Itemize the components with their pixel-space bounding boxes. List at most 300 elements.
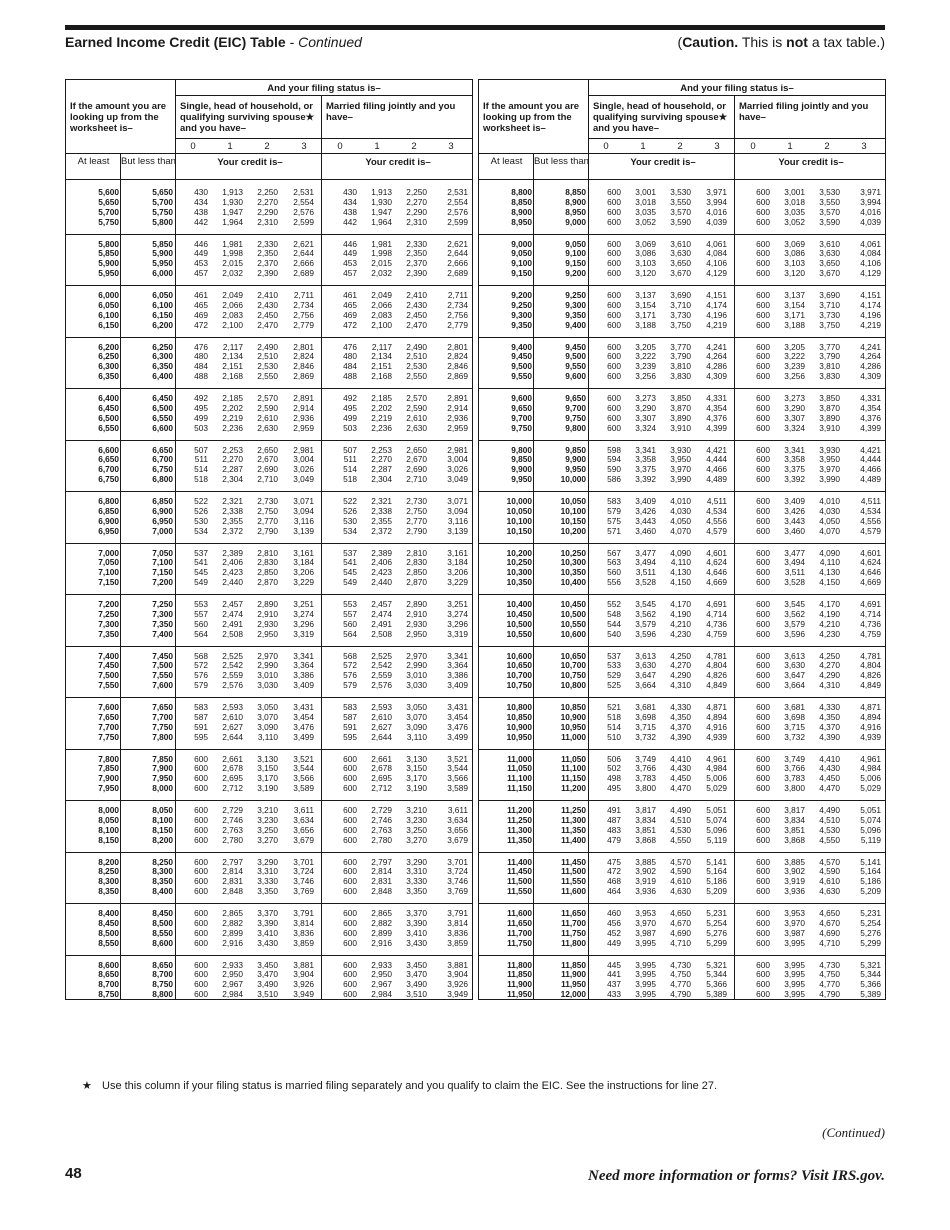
married-credit-cell: 2,590: [406, 402, 427, 413]
single-credit-cell: 2,930: [257, 618, 278, 629]
married-credit-cell: 600: [756, 351, 770, 362]
single-credit-cell: 476: [194, 341, 208, 352]
married-credit-cell: 3,035: [784, 206, 805, 217]
single-credit-cell: 3,431: [293, 702, 314, 712]
at-least-cell: 10,900: [506, 721, 532, 732]
married-credit-cell: 3,562: [784, 608, 805, 619]
table-row: [479, 290, 885, 300]
married-credit-cell: 2,790: [406, 525, 427, 536]
single-credit-cell: 4,010: [670, 496, 691, 506]
single-credit-cell: 4,330: [670, 702, 691, 712]
single-credit-cell: 560: [194, 618, 208, 629]
table-row: [479, 805, 885, 815]
single-credit-cell: 5,164: [706, 866, 727, 877]
married-credit-cell: 2,914: [447, 402, 468, 413]
single-credit-cell: 4,510: [670, 814, 691, 825]
table-row: [479, 886, 885, 896]
married-credit-cell: 3,330: [406, 876, 427, 887]
married-credit-cell: 3,521: [447, 753, 468, 764]
at-least-cell: 10,800: [506, 702, 532, 712]
single-credit-cell: 3,358: [635, 454, 656, 465]
single-credit-cell: 600: [194, 814, 208, 825]
married-credit-cell: 3,188: [784, 319, 805, 330]
single-credit-cell: 563: [607, 557, 621, 568]
single-credit-cell: 557: [194, 608, 208, 619]
at-least-cell: 5,900: [98, 258, 119, 269]
married-credit-cell: 4,579: [860, 525, 881, 536]
married-credit-cell: 2,490: [406, 341, 427, 352]
married-credit-cell: 600: [343, 856, 357, 867]
married-credit-cell: 2,831: [371, 876, 392, 887]
married-credit-cell: 469: [343, 309, 357, 320]
group-divider: [66, 440, 472, 441]
married-credit-cell: 600: [756, 393, 770, 403]
table-row: [66, 763, 472, 773]
single-credit-cell: 5,344: [706, 969, 727, 980]
single-credit-cell: 4,916: [706, 721, 727, 732]
married-credit-cell: 600: [756, 309, 770, 320]
but-less-cell: 9,750: [565, 412, 586, 423]
table-row: [479, 557, 885, 567]
married-credit-cell: 3,386: [447, 670, 468, 681]
but-less-cell: 5,650: [152, 187, 173, 197]
single-credit-cell: 600: [607, 402, 621, 413]
married-credit-cell: 572: [343, 660, 357, 671]
single-credit-cell: 3,116: [293, 515, 314, 526]
single-credit-cell: 3,390: [257, 917, 278, 928]
irs-info-line: Need more information or forms? Visit IRS.gov.: [588, 1168, 885, 1184]
table-row: [66, 989, 472, 999]
single-credit-cell: 3,094: [293, 505, 314, 516]
table-row: [479, 599, 885, 609]
married-credit-cell: 4,010: [819, 496, 840, 506]
filing-status-heading: And your filing status is–: [680, 83, 794, 94]
single-credit-cell: 2,779: [293, 319, 314, 330]
single-credit-cell: 600: [607, 216, 621, 227]
married-credit-cell: 4,050: [819, 515, 840, 526]
table-row: [479, 248, 885, 258]
header-rule: [588, 95, 885, 96]
single-credit-cell: 3,926: [293, 979, 314, 990]
single-credit-cell: 2,933: [222, 959, 243, 970]
single-credit-cell: 3,426: [635, 505, 656, 516]
your-credit-heading: Your credit is–: [630, 157, 696, 168]
at-least-cell: 6,900: [98, 515, 119, 526]
married-credit-cell: 3,410: [406, 927, 427, 938]
single-credit-cell: 3,701: [293, 856, 314, 867]
table-row: [479, 835, 885, 845]
single-credit-cell: 3,030: [257, 680, 278, 691]
married-credit-cell: 3,701: [447, 856, 468, 867]
table-row: [479, 548, 885, 558]
married-credit-cell: 4,534: [860, 505, 881, 516]
married-credit-cell: 3,030: [406, 680, 427, 691]
single-credit-cell: 479: [607, 834, 621, 845]
married-credit-cell: 2,770: [406, 515, 427, 526]
married-credit-cell: 3,150: [406, 763, 427, 774]
married-credit-cell: 600: [756, 680, 770, 691]
single-credit-cell: 475: [607, 856, 621, 867]
but-less-cell: 9,050: [565, 238, 586, 249]
table-row: [479, 825, 885, 835]
at-least-cell: 6,300: [98, 361, 119, 372]
married-credit-cell: 3,004: [447, 454, 468, 465]
single-credit-cell: 600: [194, 937, 208, 948]
married-credit-cell: 3,650: [819, 258, 840, 269]
table-row: [66, 670, 472, 680]
single-credit-cell: 3,936: [635, 886, 656, 897]
single-credit-cell: 2,508: [222, 628, 243, 639]
single-credit-cell: 3,170: [257, 773, 278, 784]
single-credit-cell: 1,930: [222, 196, 243, 207]
married-credit-cell: 3,790: [819, 351, 840, 362]
married-credit-cell: 3,545: [784, 599, 805, 609]
married-credit-cell: 503: [343, 422, 357, 433]
group-divider: [479, 955, 885, 956]
married-credit-cell: 4,309: [860, 371, 881, 382]
single-credit-cell: 2,990: [257, 660, 278, 671]
single-credit-cell: 3,566: [293, 773, 314, 784]
married-credit-cell: 4,714: [860, 608, 881, 619]
married-credit-cell: 3,970: [784, 917, 805, 928]
your-credit-heading: Your credit is–: [778, 157, 844, 168]
but-less-cell: 11,200: [561, 783, 586, 794]
single-credit-cell: 2,355: [222, 515, 243, 526]
but-less-cell: 8,200: [152, 834, 173, 845]
married-credit-cell: 430: [343, 187, 357, 197]
single-credit-cell: 3,018: [635, 196, 656, 207]
but-less-cell: 10,150: [560, 515, 586, 526]
at-least-cell: 5,600: [98, 187, 119, 197]
married-credit-cell: 3,184: [447, 557, 468, 568]
single-credit-cell: 3,250: [257, 824, 278, 835]
group-divider: [479, 440, 885, 441]
married-credit-cell: 5,141: [860, 856, 881, 867]
single-credit-cell: 3,324: [635, 422, 656, 433]
single-credit-cell: 4,016: [706, 206, 727, 217]
but-less-cell: 7,200: [152, 577, 173, 588]
single-credit-cell: 3,256: [635, 371, 656, 382]
single-credit-cell: 2,510: [257, 351, 278, 362]
group-divider: [66, 903, 472, 904]
but-less-cell: 7,800: [152, 731, 173, 742]
single-credit-cell: 3,476: [293, 721, 314, 732]
single-credit-cell: 487: [607, 814, 621, 825]
single-credit-cell: 598: [607, 444, 621, 455]
married-credit-cell: 3,494: [784, 557, 805, 568]
single-credit-cell: 4,714: [706, 608, 727, 619]
married-credit-cell: 2,870: [406, 577, 427, 588]
at-least-cell: 10,950: [506, 731, 532, 742]
single-credit-cell: 2,730: [257, 496, 278, 506]
single-credit-cell: 3,970: [635, 917, 656, 928]
married-credit-cell: 600: [343, 834, 357, 845]
at-least-cell: 11,300: [507, 824, 532, 835]
single-credit-cell: 2,690: [257, 464, 278, 475]
single-credit-cell: 2,610: [222, 711, 243, 722]
single-credit-cell: 600: [607, 351, 621, 362]
single-credit-cell: 2,734: [293, 299, 314, 310]
single-credit-cell: 2,750: [257, 505, 278, 516]
married-credit-cell: 600: [756, 721, 770, 732]
married-credit-cell: 4,286: [860, 361, 881, 372]
group-divider: [66, 800, 472, 801]
but-less-cell: 10,250: [560, 547, 586, 558]
table-row: [66, 815, 472, 825]
but-less-cell: 9,100: [565, 248, 586, 259]
single-credit-cell: 2,936: [293, 412, 314, 423]
table-row: [479, 371, 885, 381]
table-row: [66, 423, 472, 433]
married-credit-cell: 600: [756, 496, 770, 506]
single-credit-cell: 2,689: [293, 268, 314, 279]
married-credit-cell: 579: [343, 680, 357, 691]
single-credit-cell: 5,209: [706, 886, 727, 897]
at-least-cell: 8,400: [98, 908, 119, 918]
table-row: [66, 680, 472, 690]
married-credit-cell: 2,321: [371, 496, 392, 506]
children-count-label: 0: [337, 141, 343, 152]
at-least-cell: 8,200: [98, 856, 119, 867]
but-less-cell: 7,300: [152, 608, 173, 619]
but-less-cell: 6,150: [152, 309, 173, 320]
married-credit-cell: 2,554: [447, 196, 468, 207]
married-credit-cell: 2,899: [371, 927, 392, 938]
single-status-heading: Single, head of household, or qualifying surviving spouse★ and you have–: [593, 101, 728, 134]
single-credit-cell: 600: [607, 422, 621, 433]
single-credit-cell: 4,790: [670, 989, 691, 1000]
single-credit-cell: 518: [194, 474, 208, 485]
single-credit-cell: 2,950: [222, 969, 243, 980]
married-credit-cell: 4,190: [819, 608, 840, 619]
single-credit-cell: 4,150: [670, 577, 691, 588]
married-credit-cell: 5,231: [860, 908, 881, 918]
single-credit-cell: 600: [194, 834, 208, 845]
children-count-label: 3: [861, 141, 867, 152]
married-credit-cell: 4,250: [819, 650, 840, 661]
married-credit-cell: 514: [343, 464, 357, 475]
married-credit-cell: 3,050: [406, 702, 427, 712]
table-row: [66, 403, 472, 413]
table-row: [479, 496, 885, 506]
married-credit-cell: 3,919: [784, 876, 805, 887]
single-credit-cell: 461: [194, 290, 208, 300]
but-less-cell: 11,150: [561, 773, 586, 784]
single-credit-cell: 556: [607, 577, 621, 588]
single-credit-cell: 2,134: [222, 351, 243, 362]
but-less-cell: 11,300: [561, 814, 586, 825]
but-less-cell: 5,900: [152, 248, 173, 259]
married-credit-cell: 4,310: [819, 680, 840, 691]
married-credit-cell: 4,916: [860, 721, 881, 732]
single-credit-cell: 4,690: [670, 927, 691, 938]
group-divider: [66, 955, 472, 956]
single-credit-cell: 5,074: [706, 814, 727, 825]
single-credit-cell: 1,964: [222, 216, 243, 227]
married-credit-cell: 4,624: [860, 557, 881, 568]
married-credit-cell: 600: [756, 969, 770, 980]
married-credit-cell: 3,206: [447, 567, 468, 578]
married-credit-cell: 600: [756, 206, 770, 217]
married-credit-cell: 2,599: [447, 216, 468, 227]
single-credit-cell: 537: [194, 547, 208, 558]
at-least-cell: 6,700: [98, 464, 119, 475]
single-credit-cell: 3,790: [670, 351, 691, 362]
single-credit-cell: 2,780: [222, 834, 243, 845]
married-credit-cell: 3,154: [784, 299, 805, 310]
married-credit-cell: 3,970: [819, 464, 840, 475]
married-credit-cell: 4,770: [819, 979, 840, 990]
single-credit-cell: 3,205: [635, 341, 656, 352]
single-credit-cell: 3,870: [670, 402, 691, 413]
children-count-label: 1: [787, 141, 793, 152]
but-less-cell: 10,750: [560, 670, 586, 681]
single-credit-cell: 567: [607, 547, 621, 558]
single-credit-cell: 572: [194, 660, 208, 671]
at-least-cell: 9,650: [511, 402, 532, 413]
but-less-cell: 6,750: [152, 464, 173, 475]
married-credit-cell: 3,971: [860, 187, 881, 197]
married-credit-cell: 4,556: [860, 515, 881, 526]
single-credit-cell: 2,410: [257, 290, 278, 300]
single-credit-cell: 595: [194, 731, 208, 742]
single-credit-cell: 4,070: [670, 525, 691, 536]
single-credit-cell: 3,590: [670, 216, 691, 227]
married-credit-cell: 2,650: [406, 444, 427, 455]
table-row: [479, 989, 885, 999]
married-credit-cell: 600: [756, 753, 770, 764]
table-row: [479, 702, 885, 712]
married-credit-cell: 2,250: [406, 187, 427, 197]
married-credit-cell: 2,310: [406, 216, 427, 227]
married-credit-cell: 3,251: [447, 599, 468, 609]
children-count-label: 1: [227, 141, 233, 152]
but-less-cell: 7,550: [152, 670, 173, 681]
table-row: [66, 754, 472, 764]
married-credit-cell: 2,846: [447, 361, 468, 372]
table-row: [479, 783, 885, 793]
married-credit-cell: 553: [343, 599, 357, 609]
single-credit-cell: 3,770: [670, 341, 691, 352]
single-credit-cell: 600: [607, 290, 621, 300]
but-less-cell: 6,700: [152, 454, 173, 465]
group-divider: [66, 594, 472, 595]
single-credit-cell: 590: [607, 464, 621, 475]
married-credit-cell: 2,100: [371, 319, 392, 330]
single-credit-cell: 3,630: [670, 248, 691, 259]
single-credit-cell: 575: [607, 515, 621, 526]
married-credit-cell: 1,947: [371, 206, 392, 217]
married-credit-cell: 2,850: [406, 567, 427, 578]
single-credit-cell: 2,570: [257, 393, 278, 403]
married-credit-cell: 5,389: [860, 989, 881, 1000]
but-less-cell: 7,150: [152, 567, 173, 578]
but-less-cell: 10,700: [560, 660, 586, 671]
single-credit-cell: 4,630: [670, 886, 691, 897]
single-credit-cell: 2,910: [257, 608, 278, 619]
single-credit-cell: 3,550: [670, 196, 691, 207]
married-credit-cell: 564: [343, 628, 357, 639]
married-credit-cell: 3,409: [447, 680, 468, 691]
table-row: [66, 722, 472, 732]
table-row: [66, 805, 472, 815]
single-credit-cell: 3,010: [257, 670, 278, 681]
single-credit-cell: 3,850: [670, 393, 691, 403]
single-credit-cell: 4,230: [670, 628, 691, 639]
children-count-label: 0: [603, 141, 609, 152]
married-credit-cell: 600: [756, 917, 770, 928]
married-credit-cell: 3,817: [784, 805, 805, 815]
at-least-cell: 7,700: [98, 721, 119, 732]
married-credit-cell: 2,290: [406, 206, 427, 217]
married-credit-cell: 2,891: [447, 393, 468, 403]
married-credit-cell: 2,734: [447, 299, 468, 310]
single-credit-cell: 2,470: [257, 319, 278, 330]
table-row: [479, 651, 885, 661]
married-credit-cell: 3,613: [784, 650, 805, 661]
married-credit-cell: 4,871: [860, 702, 881, 712]
single-credit-cell: 3,750: [670, 319, 691, 330]
table-row: [66, 320, 472, 330]
but-less-cell: 7,500: [152, 660, 173, 671]
married-credit-cell: 4,030: [819, 505, 840, 516]
single-credit-cell: 3,454: [293, 711, 314, 722]
single-credit-cell: 488: [194, 371, 208, 382]
married-credit-cell: 2,730: [406, 496, 427, 506]
married-credit-cell: 2,049: [371, 290, 392, 300]
but-less-cell: 10,500: [560, 608, 586, 619]
single-credit-cell: 2,890: [257, 599, 278, 609]
single-credit-cell: 3,273: [635, 393, 656, 403]
at-least-cell: 11,950: [507, 989, 532, 1000]
at-least-cell: 8,650: [98, 969, 119, 980]
group-divider: [66, 388, 472, 389]
at-least-cell: 9,400: [511, 341, 532, 352]
at-least-cell: 7,650: [98, 711, 119, 722]
married-credit-cell: 600: [756, 711, 770, 722]
table-row: [66, 938, 472, 948]
married-credit-cell: 3,205: [784, 341, 805, 352]
married-credit-cell: 2,338: [371, 505, 392, 516]
married-credit-cell: 3,103: [784, 258, 805, 269]
married-credit-cell: 3,120: [784, 268, 805, 279]
single-credit-cell: 514: [607, 721, 621, 732]
married-credit-cell: 3,715: [784, 721, 805, 732]
table-row: [66, 712, 472, 722]
table-row: [479, 928, 885, 938]
married-credit-cell: 600: [756, 618, 770, 629]
married-credit-cell: 2,423: [371, 567, 392, 578]
group-divider: [479, 491, 885, 492]
single-credit-cell: 3,868: [635, 834, 656, 845]
header-rule: [66, 153, 472, 154]
but-less-cell: 5,800: [152, 216, 173, 227]
married-credit-cell: 4,444: [860, 454, 881, 465]
group-divider: [479, 646, 885, 647]
single-credit-cell: 2,185: [222, 393, 243, 403]
married-credit-cell: 4,264: [860, 351, 881, 362]
married-credit-cell: 3,679: [447, 834, 468, 845]
married-credit-cell: 2,525: [371, 650, 392, 661]
at-least-cell: 9,750: [511, 422, 532, 433]
married-credit-cell: 2,910: [406, 608, 427, 619]
single-credit-cell: 5,051: [706, 805, 727, 815]
single-credit-cell: 2,015: [222, 258, 243, 269]
married-credit-cell: 600: [756, 505, 770, 516]
single-credit-cell: 600: [607, 258, 621, 269]
table-row: [66, 445, 472, 455]
married-credit-cell: 3,596: [784, 628, 805, 639]
